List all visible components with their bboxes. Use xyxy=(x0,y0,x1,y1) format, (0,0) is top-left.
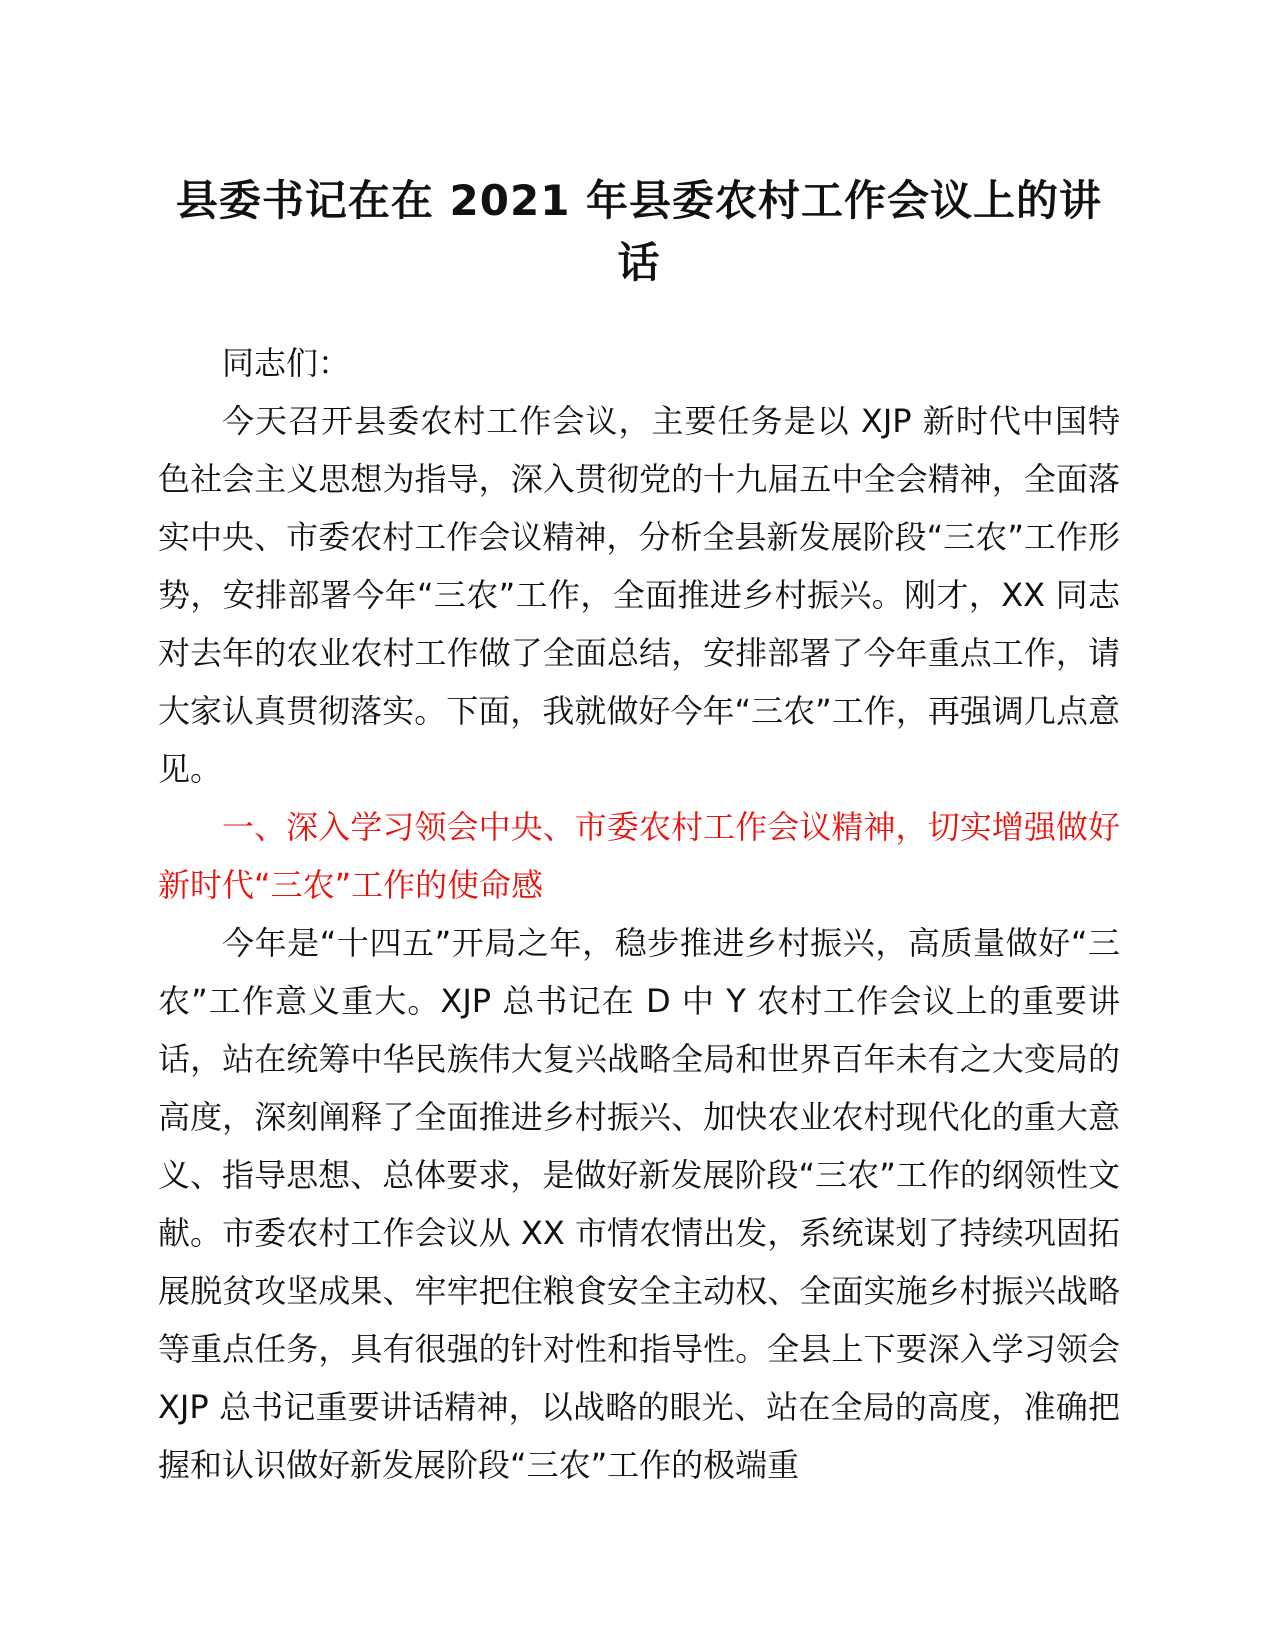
section-paragraph: 今年是“十四五”开局之年，稳步推进乡村振兴，高质量做好“三农”工作意义重大。XJP 总书记在 D 中 Y 农村工作会议上的重要讲话，站在统筹中华民族伟大复兴战略全局和世界百年未有之大变局的高度，深刻阐释了全面推进乡村振兴、加快农业农村现代化的重大意义、指导思想、总体要求，是做好新发展阶段“三农”工作的纲领性文献。市委农村工作会议从 XX 市情农情出发，系统谋划了持续巩固拓展脱贫攻坚成果、牢牢把住粮食安全主动权、全面实施乡村振兴战略等重点任务，具有很强的针对性和指导性。全县上下要深入学习领会 XJP 总书记重要讲话精神，以战略的眼光、站在全局的高度，准确把握和认识做好新发展阶段“三农”工作的极端重 xyxy=(158,924,1120,1484)
salutation: 同志们： xyxy=(222,344,351,382)
section-heading: 一、深入学习领会中央、市委农村工作会议精神，切实增强做好新时代“三农”工作的使命感 xyxy=(158,808,1120,904)
document-page xyxy=(158,170,1120,1494)
document-title: 县委书记在在 2021 年县委农村工作会议上的讲话 xyxy=(175,176,1103,287)
document-body xyxy=(158,334,1120,1494)
opening-paragraph: 今天召开县委农村工作会议，主要任务是以 XJP 新时代中国特色社会主义思想为指导，深入贯彻党的十九届五中全会精神，全面落实中央、市委农村工作会议精神，分析全县新发展阶段“三农”工作形势，安排部署今年“三农”工作，全面推进乡村振兴。刚才，XX 同志对去年的农业农村工作做了全面总结，安排部署了今年重点工作，请大家认真贯彻落实。下面，我就做好今年“三农”工作，再强调几点意见。 xyxy=(158,402,1120,788)
